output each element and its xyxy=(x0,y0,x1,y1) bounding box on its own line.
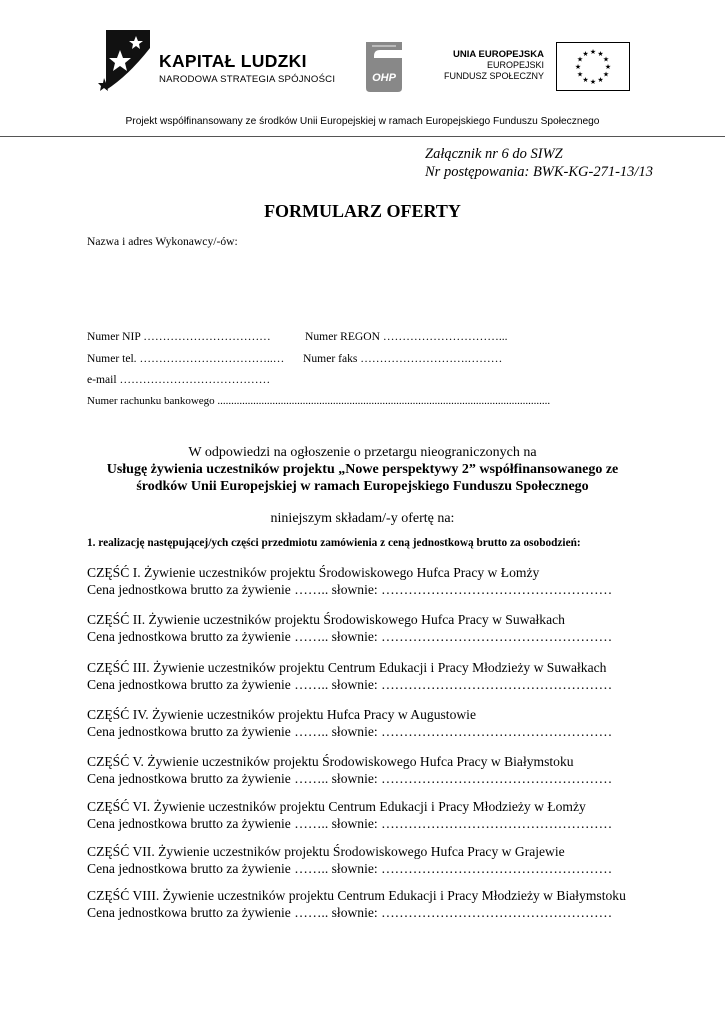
part-item xyxy=(87,659,612,693)
eu-star-icon: ★ xyxy=(582,50,589,59)
part-price: Cena jednostkowa brutto za żywienie …….. słownie: …………………………………………… xyxy=(87,724,613,739)
email-field: e-mail ………………………………… xyxy=(87,373,271,386)
eu-star-icon: ★ xyxy=(582,75,589,84)
eu-star-icon: ★ xyxy=(602,70,610,79)
section-1-heading: 1. realizację następującej/ych części przedmiotu zamówienia z ceną jednostkową brutto za osobodzień: xyxy=(87,537,581,549)
part-price: Cena jednostkowa brutto za żywienie …….. słownie: …………………………………………… xyxy=(87,677,613,692)
part-price: Cena jednostkowa brutto za żywienie …….. słownie: …………………………………………… xyxy=(87,861,613,876)
part-price: Cena jednostkowa brutto za żywienie …….. słownie: …………………………………………… xyxy=(87,629,613,644)
attachment-info xyxy=(425,145,653,181)
kl-title: KAPITAŁ LUDZKI xyxy=(159,51,307,71)
page-title: FORMULARZ OFERTY xyxy=(264,201,461,221)
kapital-ludzki-logo xyxy=(98,28,158,100)
intro-text xyxy=(0,444,725,495)
part-price: Cena jednostkowa brutto za żywienie …….. słownie: …………………………………………… xyxy=(87,771,613,786)
fax-field: Numer faks ……………………….……… xyxy=(303,352,503,365)
header-divider xyxy=(0,136,725,137)
eu-star-icon: ★ xyxy=(597,75,604,84)
part-title: CZĘŚĆ VI. Żywienie uczestników projektu Centrum Edukacji i Pracy Młodzieży w Łomży xyxy=(87,799,586,814)
intro-line3: środków Unii Europejskiej w ramach Europejskiego Funduszu Społecznego xyxy=(136,479,589,494)
part-price: Cena jednostkowa brutto za żywienie …….. słownie: …………………………………………… xyxy=(87,905,613,920)
ue-text xyxy=(443,49,544,82)
part-title: CZĘŚĆ III. Żywienie uczestników projektu Centrum Edukacji i Pracy Młodzieży w Suwałkach xyxy=(87,660,607,675)
eu-star-icon: ★ xyxy=(597,50,604,59)
part-price: Cena jednostkowa brutto za żywienie …….. słownie: …………………………………………… xyxy=(87,816,613,831)
eu-star-icon: ★ xyxy=(589,48,597,56)
ue-line1: UNIA EUROPEJSKA xyxy=(453,49,544,60)
ohp-label: OHP xyxy=(372,72,396,84)
contractor-name-label: Nazwa i adres Wykonawcy/-ów: xyxy=(87,235,238,248)
nip-field: Numer NIP …………………………… xyxy=(87,330,271,343)
procedure-number: Nr postępowania: BWK-KG-271-13/13 xyxy=(425,164,653,180)
part-item xyxy=(87,843,612,877)
part-title: CZĘŚĆ V. Żywienie uczestników projektu Środowiskowego Hufca Pracy w Białymstoku xyxy=(87,754,574,769)
eu-star-icon: ★ xyxy=(604,63,612,71)
part-title: CZĘŚĆ VII. Żywienie uczestników projektu Środowiskowego Hufca Pracy w Grajewie xyxy=(87,844,565,859)
eu-star-icon: ★ xyxy=(589,78,597,86)
ue-line2: EUROPEJSKI xyxy=(486,60,544,70)
intro-line2: Usługę żywienia uczestników projektu „Nowe perspektywy 2” współfinansowanego ze xyxy=(106,462,619,477)
part-item xyxy=(87,753,612,787)
part-title: CZĘŚĆ IV. Żywienie uczestników projektu Hufca Pracy w Augustowie xyxy=(87,707,476,722)
offer-statement: niniejszym składam/-y ofertę na: xyxy=(270,511,455,526)
part-item xyxy=(87,611,612,645)
cofunding-note: Projekt współfinansowany ze środków Unii Europejskiej w ramach Europejskiego Funduszu Społecznego xyxy=(125,116,600,127)
part-title: CZĘŚĆ II. Żywienie uczestników projektu Środowiskowego Hufca Pracy w Suwałkach xyxy=(87,612,565,627)
part-title: CZĘŚĆ VIII. Żywienie uczestników projektu Centrum Edukacji i Pracy Młodzieży w Białymstoku xyxy=(87,888,626,903)
part-item xyxy=(87,706,612,740)
bank-account-field: Numer rachunku bankowego ......................................................................................................................... xyxy=(87,395,551,407)
attachment-number: Załącznik nr 6 do SIWZ xyxy=(425,146,563,162)
part-item xyxy=(87,887,626,921)
part-title: CZĘŚĆ I. Żywienie uczestników projektu Środowiskowego Hufca Pracy w Łomży xyxy=(87,565,540,580)
part-item xyxy=(87,798,612,832)
kl-subtitle: NARODOWA STRATEGIA SPÓJNOŚCI xyxy=(159,74,336,85)
eu-star-icon: ★ xyxy=(602,55,610,64)
eu-flag-icon xyxy=(556,42,630,91)
ohp-logo xyxy=(358,38,410,94)
part-item xyxy=(87,564,612,598)
ue-line3: FUNDUSZ SPOŁECZNY xyxy=(443,71,544,81)
tel-field: Numer tel. ……………………………..… xyxy=(87,352,285,365)
part-price: Cena jednostkowa brutto za żywienie …….. słownie: …………………………………………… xyxy=(87,582,613,597)
intro-line1: W odpowiedzi na ogłoszenie o przetargu nieograniczonych na xyxy=(188,445,537,460)
eu-star-icon: ★ xyxy=(574,63,582,71)
eu-star-icon: ★ xyxy=(576,70,584,79)
regon-field: Numer REGON …………………………... xyxy=(305,330,508,343)
eu-star-icon: ★ xyxy=(576,55,584,64)
